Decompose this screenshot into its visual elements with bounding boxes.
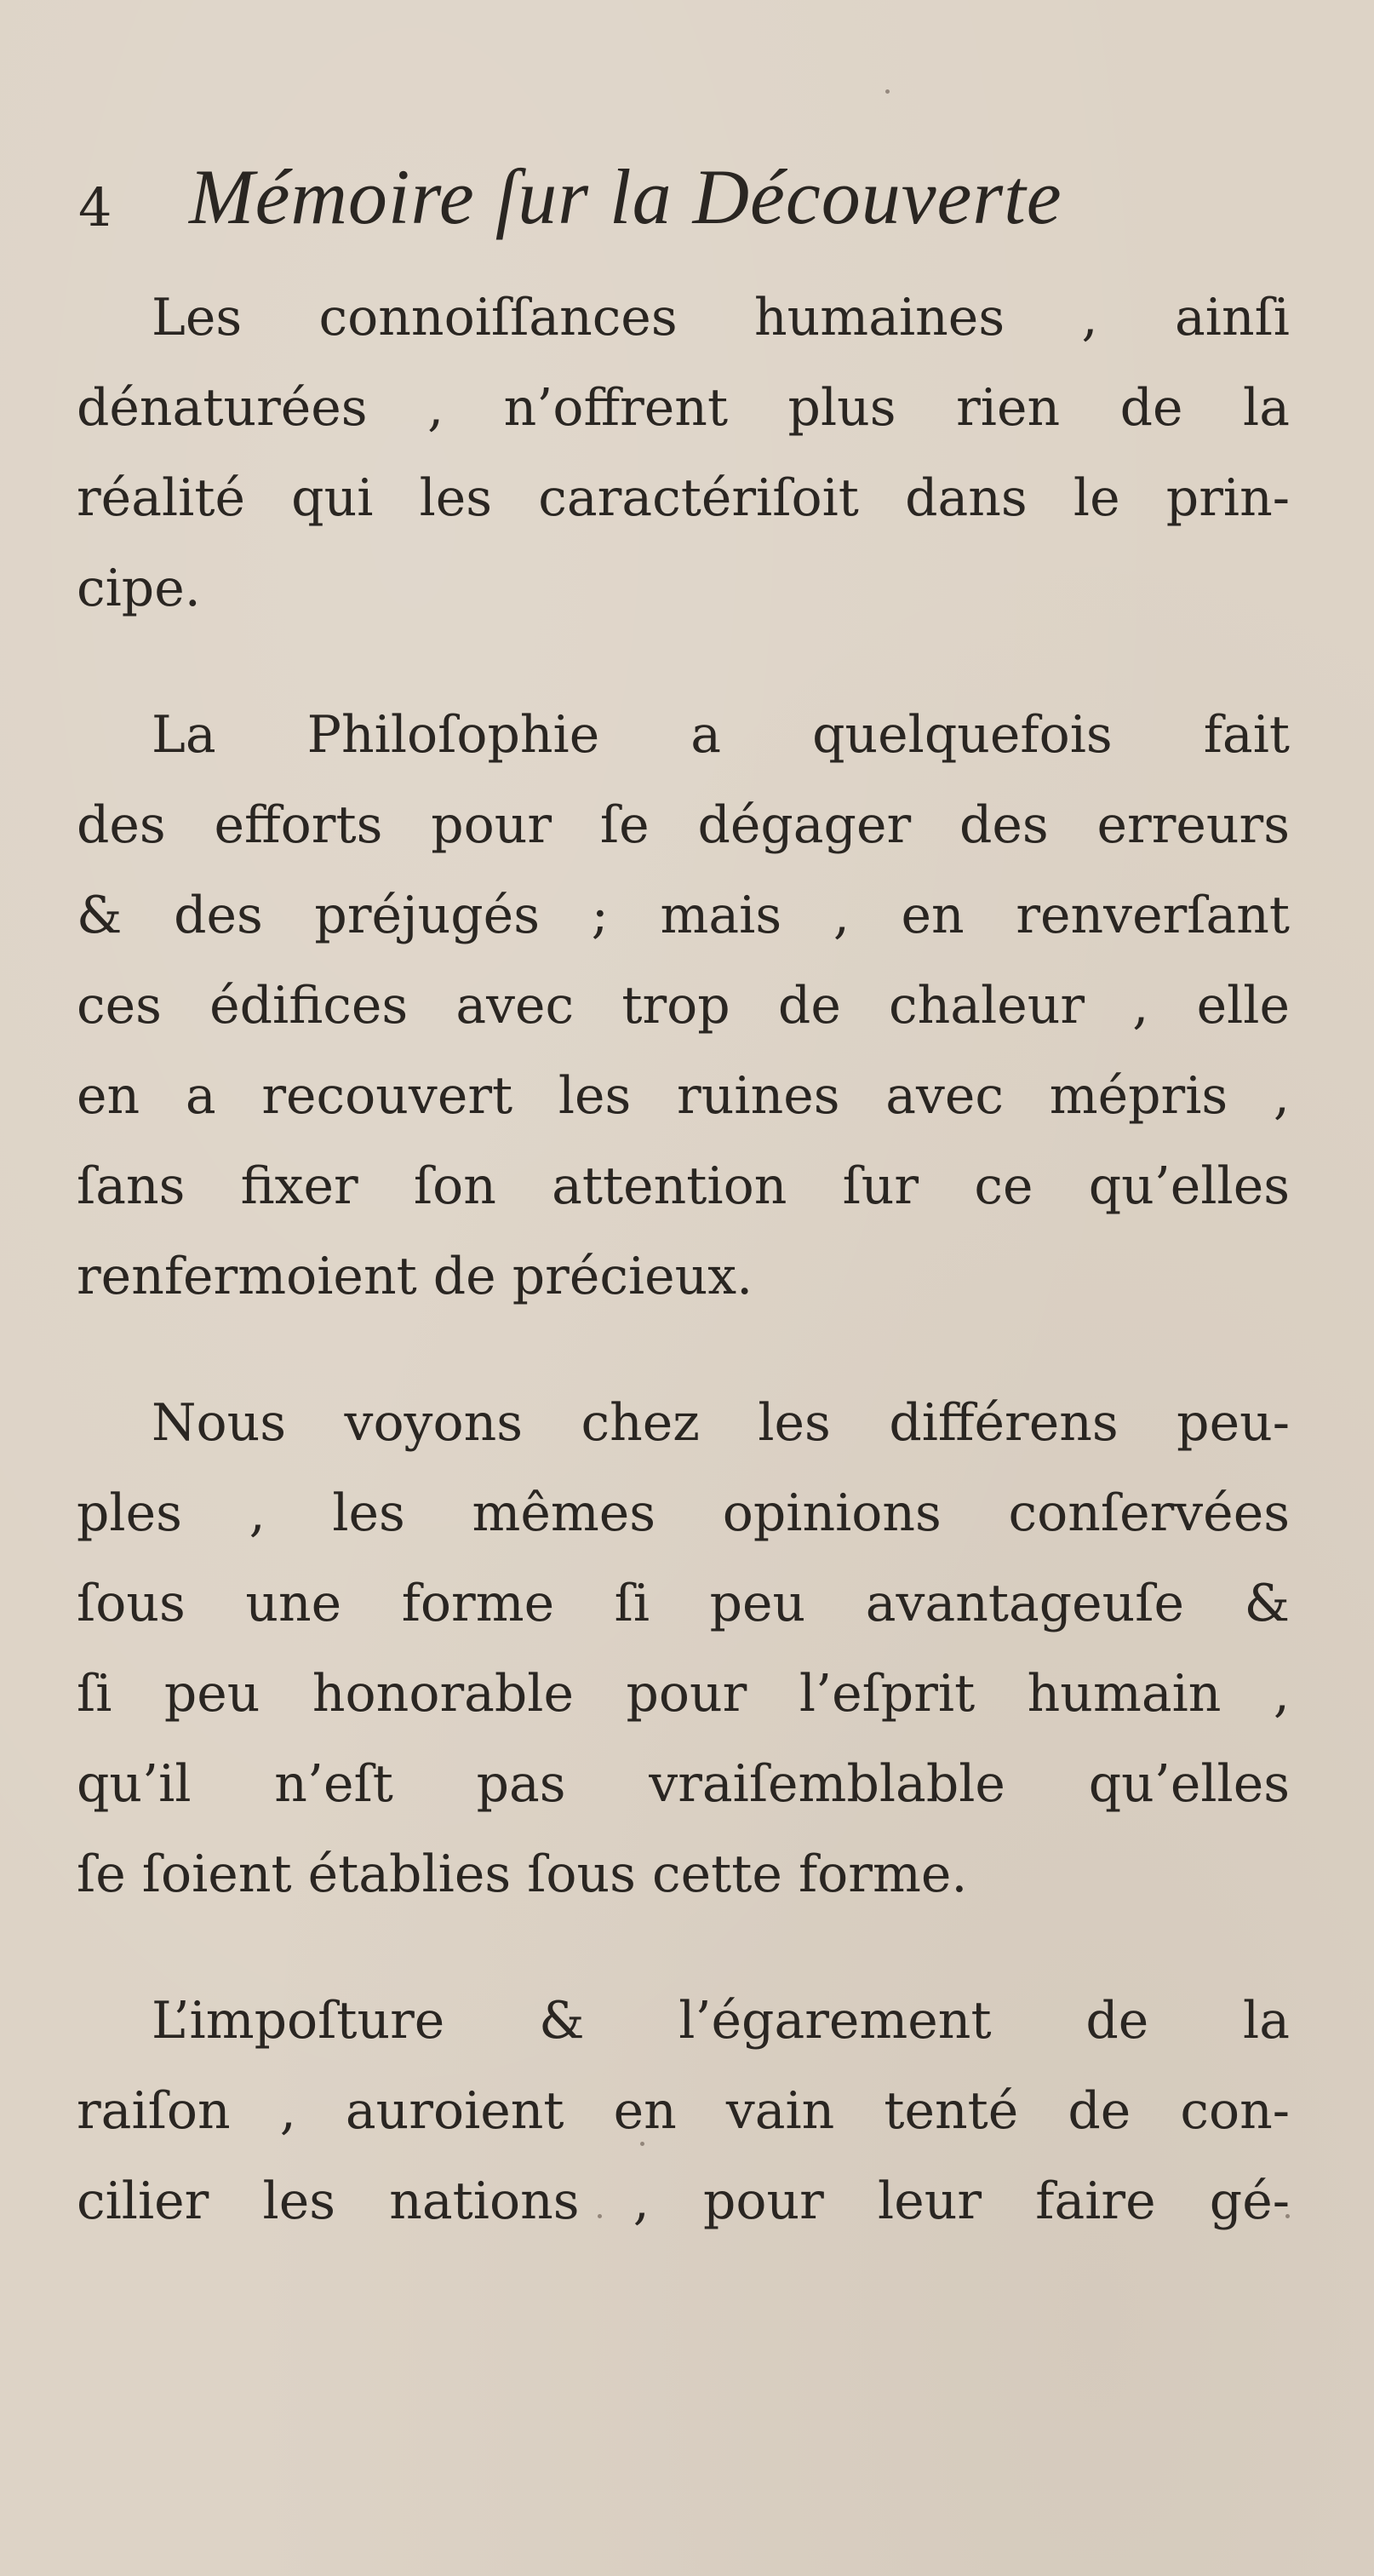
text-line: qu’il n’eſt pas vraiſemblable qu’elles <box>77 1754 1290 1814</box>
paragraph <box>77 690 1290 1322</box>
text-line: ſans fixer ſon attention ſur ce qu’elles <box>77 1156 1290 1216</box>
running-title: Mémoire ſur la Découverte <box>189 153 1062 240</box>
paragraph <box>77 273 1290 634</box>
text-line: cilier les nations , pour leur faire gé- <box>77 2172 1290 2231</box>
body-text <box>77 273 1290 2303</box>
text-line: raiſon , auroient en vain tenté de con- <box>77 2081 1290 2141</box>
paper-speck <box>885 89 890 94</box>
text-line: renfermoient de précieux. <box>77 1247 753 1306</box>
paper-speck <box>598 2214 602 2218</box>
text-line: ſous une forme ſi peu avantageuſe & <box>77 1574 1290 1633</box>
paragraph <box>77 1378 1290 1919</box>
text-line: Nous voyons chez les différens peu- <box>152 1393 1290 1453</box>
text-line: ſi peu honorable pour l’eſprit humain , <box>77 1664 1290 1724</box>
text-line: Les connoiſſances humaines , ainſi <box>152 288 1290 347</box>
page-number: 4 <box>78 176 112 238</box>
text-line: en a recouvert les ruines avec mépris , <box>77 1066 1290 1126</box>
text-line: ces édifices avec trop de chaleur , elle <box>77 976 1290 1036</box>
paper-speck <box>1285 2214 1290 2218</box>
text-line: des efforts pour ſe dégager des erreurs <box>77 795 1290 855</box>
text-line: cipe. <box>77 559 201 618</box>
text-line: ples , les mêmes opinions conſervées <box>77 1483 1290 1543</box>
text-line: réalité qui les caractériſoit dans le prin- <box>77 468 1290 528</box>
text-line: & des préjugés ; mais , en renverſant <box>77 886 1290 945</box>
text-line: La Philoſophie a quelquefois fait <box>152 705 1290 765</box>
text-line: L’impoſture & l’égarement de la <box>152 1991 1290 2051</box>
text-line: dénaturées , n’offrent plus rien de la <box>77 378 1290 438</box>
running-head <box>78 150 1185 244</box>
paper-speck <box>640 2142 644 2146</box>
text-line: ſe ſoient établies ſous cette forme. <box>77 1845 968 1904</box>
paragraph <box>77 1976 1290 2246</box>
